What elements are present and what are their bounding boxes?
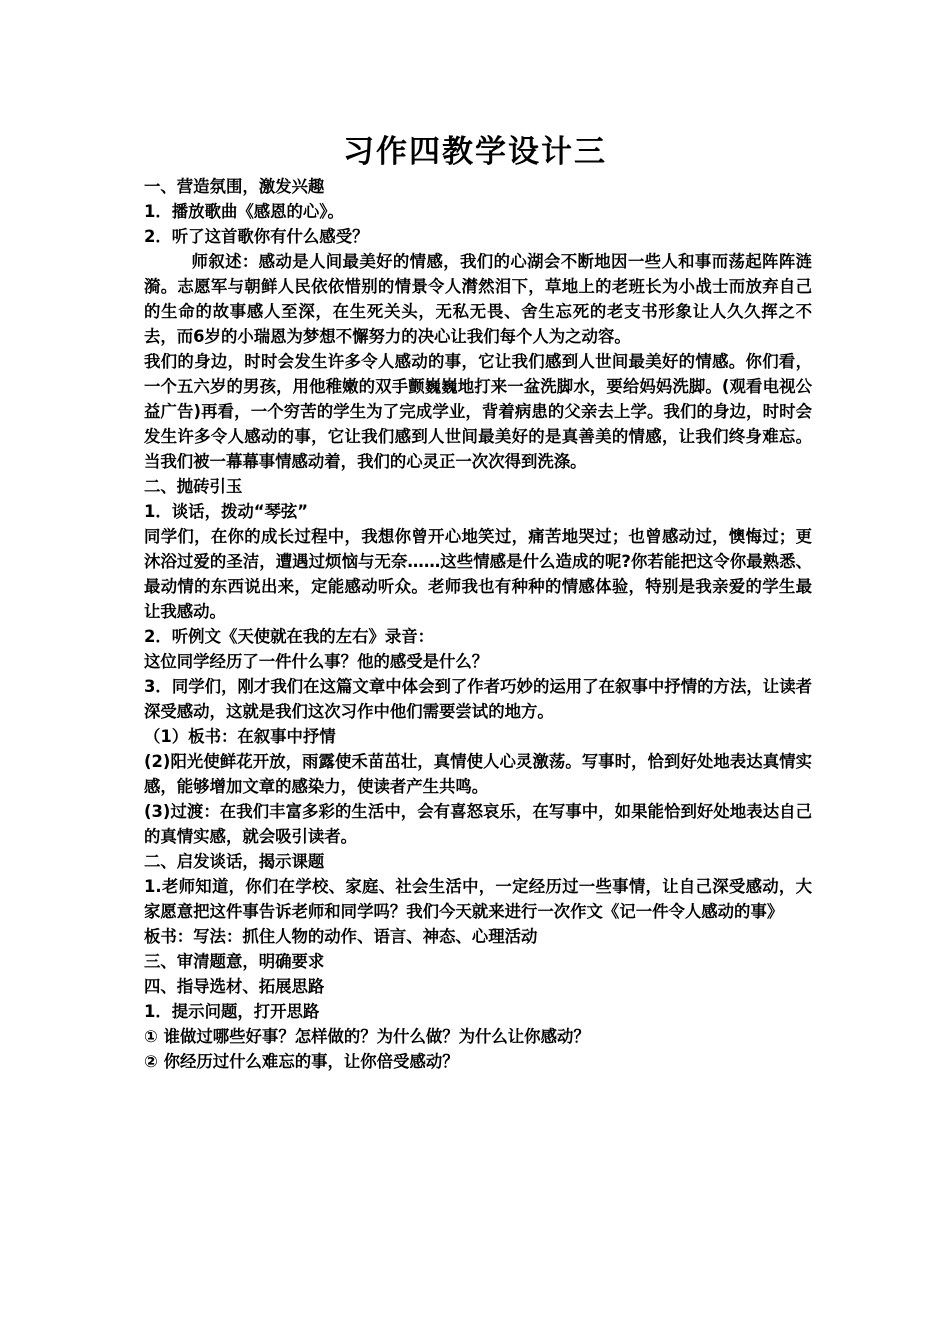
body-paragraph: 我们的身边，时时会发生许多令人感动的事，它让我们感到人世间最美好的情感。你们看，一个五六岁的男孩，用他稚嫩的双手颤巍巍地打来一盆洗脚水，要给妈妈洗脚。(观看电视公益广告)再看，一个穷苦的学生为了完成学业，背着病患的父亲去上学。我们的身边，时时会发生许多令人感动的事，它让我们感到人世间最美好的是真善美的情感，让我们终身难忘。当我们被一幕幕事情感动着，我们的心灵正一次次得到洗涤。: [144, 352, 812, 471]
list-item: 1．播放歌曲《感恩的心》。: [144, 202, 344, 221]
heading-4: 三、审清题意，明确要求: [144, 952, 325, 971]
heading-2: 二、抛砖引玉: [144, 477, 243, 496]
sub-item: (2)阳光使鲜花开放，雨露使禾苗茁壮，真情使人心灵激荡。写事时，恰到好处地表达真情实感，能够增加文章的感染力，使读者产生共鸣。: [144, 752, 812, 796]
list-item: 3．同学们，刚才我们在这篇文章中体会到了作者巧妙的运用了在叙事中抒情的方法，让读者深受感动，这就是我们这次习作中他们需要尝试的地方。: [144, 677, 812, 721]
question-item: ② 你经历过什么难忘的事，让你倍受感动？: [144, 1052, 459, 1071]
board-note: 板书：写法：抓住人物的动作、语言、神态、心理活动: [144, 927, 538, 946]
sub-item: (3)过渡：在我们丰富多彩的生活中，会有喜怒哀乐，在写事中，如果能恰到好处地表达自己的真情实感，就会吸引读者。: [144, 802, 812, 846]
list-item: 2．听例文《天使就在我的左右》录音：: [144, 627, 435, 646]
list-item: 2．听了这首歌你有什么感受？: [144, 227, 369, 246]
list-item: 1.老师知道，你们在学校、家庭、社会生活中，一定经历过一些事情，让自己深受感动，大家愿意把这件事告诉老师和同学吗？我们今天就来进行一次作文《记一件令人感动的事》: [144, 877, 812, 921]
document-title: 习作四教学设计三: [343, 134, 607, 170]
list-item: 1．谈话，拨动“琴弦”: [144, 502, 309, 521]
body-paragraph: 师叙述：感动是人间最美好的情感，我们的心湖会不断地因一些人和事而荡起阵阵涟漪。志愿军与朝鲜人民依依惜别的情景令人潸然泪下，草地上的老班长为小战士而放弃自己的生命的故事感人至深，在生死关头，无私无畏、舍生忘死的老支书形象让人久久挥之不去，而6岁的小瑞恩为梦想不懈努力的决心让我们每个人为之动容。: [144, 252, 812, 346]
document-body: [144, 174, 812, 1074]
question-item: ① 谁做过哪些好事？怎样做的？为什么做？为什么让你感动？: [144, 1027, 590, 1046]
body-paragraph: 同学们，在你的成长过程中，我想你曾开心地笑过，痛苦地哭过；也曾感动过，懊悔过；更沐浴过爱的圣洁，遭遇过烦恼与无奈……这些情感是什么造成的呢?你若能把这令你最熟悉、最动情的东西说出来，定能感动听众。老师我也有种种的情感体验，特别是我亲爱的学生最让我感动。: [144, 527, 812, 621]
sub-item: （1）板书：在叙事中抒情: [144, 727, 336, 746]
heading-5: 四、指导选材、拓展思路: [144, 977, 325, 996]
heading-1: 一、营造氛围，激发兴趣: [144, 177, 325, 196]
body-paragraph: 这位同学经历了一件什么事？他的感受是什么？: [144, 652, 489, 671]
list-item: 1．提示问题，打开思路: [144, 1002, 320, 1021]
heading-3: 二、启发谈话，揭示课题: [144, 852, 325, 871]
